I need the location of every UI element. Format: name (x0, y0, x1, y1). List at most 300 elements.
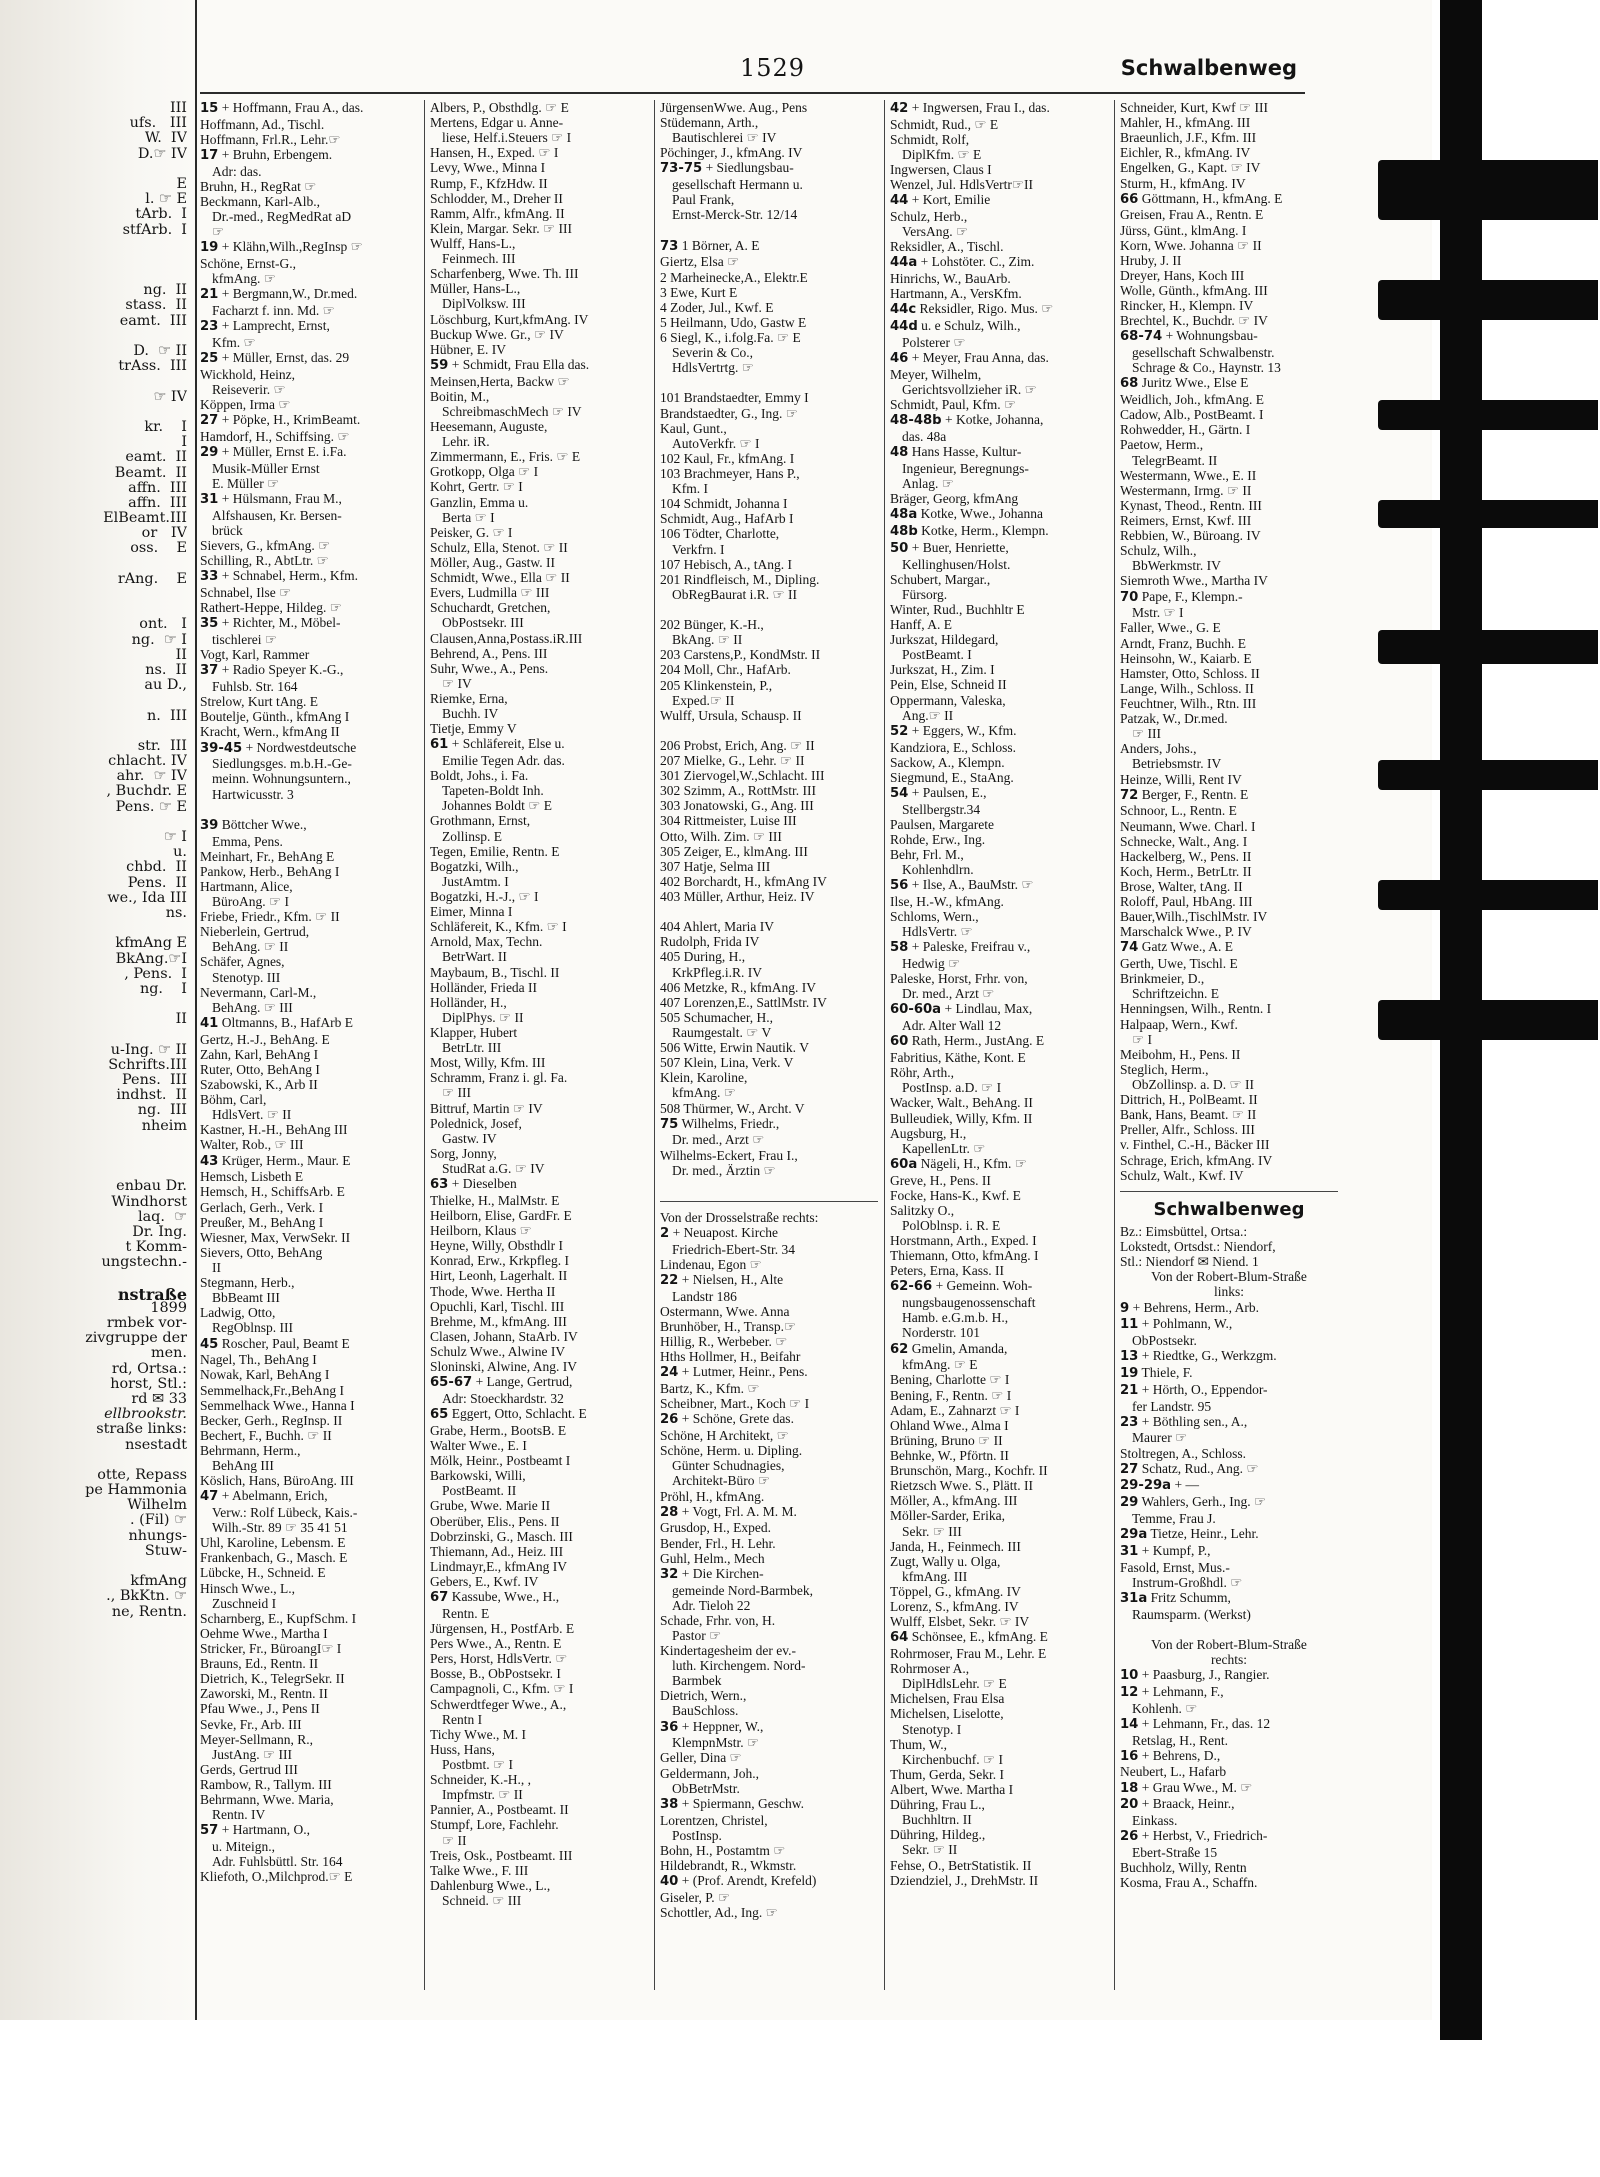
entry-text: Thum, Gerda, Sekr. I (890, 1766, 1004, 1782)
house-number: 12 (1120, 1684, 1139, 1700)
house-number-entry (1120, 191, 1338, 208)
directory-entry (200, 985, 418, 1000)
entry-text: Schriftzeichn. E (1132, 986, 1219, 1002)
column-divider (884, 100, 885, 1990)
entry-text: 3 Ewe, Kurt E (660, 284, 738, 300)
entry-text: + Böthling sen., A., (1141, 1413, 1248, 1429)
house-number: 60 (890, 1034, 909, 1050)
directory-entry (1120, 422, 1338, 437)
directory-entry (1120, 468, 1338, 483)
directory-entry (660, 451, 878, 466)
directory-entry (890, 1357, 1108, 1372)
directory-entry (660, 1750, 878, 1765)
entry-text: liese, Helf.i.Steuers ☞ I (442, 130, 572, 146)
directory-entry (890, 1233, 1108, 1248)
entry-text: Alfshausen, Kr. Bersen- (212, 507, 342, 523)
entry-text: Kotke, Wwe., Johanna (920, 506, 1043, 522)
directory-entry (660, 1766, 878, 1781)
entry-text: Stricker, Fr., BüroangI☞ I (200, 1641, 342, 1657)
gutter-line: u-Ing. ☞ II (110, 1041, 187, 1057)
entry-text: 507 Klein, Lina, Verk. V (660, 1055, 794, 1071)
entry-text: Hillig, R., Werbeber. ☞ (660, 1334, 788, 1350)
entry-text: ☞ I (1132, 1031, 1152, 1047)
entry-text: Wacker, Walt., BehAng. II (890, 1095, 1033, 1111)
house-number: 23 (1120, 1414, 1139, 1430)
directory-entry (200, 1398, 418, 1413)
house-number: 21 (200, 287, 219, 303)
directory-entry (430, 1453, 648, 1468)
directory-entry (660, 496, 878, 511)
entry-text: Schmidt, Rolf, (890, 131, 970, 147)
directory-entry (200, 461, 418, 476)
directory-entry (1120, 1017, 1338, 1032)
entry-text: Buchhltrn. II (902, 1812, 972, 1828)
directory-entry (430, 874, 648, 889)
entry-text: Buchh. IV (442, 706, 499, 722)
house-number: 60-60a (890, 1002, 942, 1018)
directory-entry (200, 1626, 418, 1641)
directory-entry (1120, 1845, 1338, 1860)
directory-entry (660, 1304, 878, 1319)
directory-entry (1120, 803, 1338, 818)
house-number: 29 (1120, 1495, 1139, 1511)
entry-text: Schrage, Erich, kfmAng. IV (1120, 1152, 1273, 1168)
entry-text: Bulleudiek, Willy, Kfm. II (890, 1110, 1033, 1126)
entry-text: Schulz, Walt., Kwf. IV (1120, 1167, 1244, 1183)
entry-text: luth. Kirchengem. Nord- (672, 1658, 806, 1674)
directory-entry (430, 389, 648, 404)
directory-entry (1120, 283, 1338, 298)
directory-entry (430, 1040, 648, 1055)
entry-text: Behrmann, Wwe. Maria, (200, 1792, 334, 1808)
entry-text: JustAmtm. I (442, 873, 509, 889)
gutter-line (12, 404, 187, 419)
entry-text: Grotkopp, Olga ☞ I (430, 464, 539, 480)
entry-text: Sturm, H., kfmAng. IV (1120, 175, 1246, 191)
entry-text: 103 Brachmeyer, Hans P., (660, 465, 800, 481)
house-number-entry (660, 1796, 878, 1813)
directory-entry (200, 679, 418, 694)
directory-entry (890, 1767, 1108, 1782)
entry-text: + Bergmann,W., Dr.med. (221, 286, 358, 302)
gutter-line: indhst. II (116, 1087, 187, 1103)
directory-entry (430, 691, 648, 706)
directory-entry (660, 1085, 878, 1100)
house-number: 60a (890, 1156, 918, 1172)
entry-text: Zaworski, M., Rentn. II (200, 1686, 328, 1702)
entry-text: Winter, Rud., Buchhltr E (890, 601, 1025, 617)
entry-text: Sloninski, Alwine, Ang. IV (430, 1359, 578, 1375)
directory-entry (430, 1010, 648, 1025)
directory-entry (660, 647, 878, 662)
directory-entry (660, 783, 878, 798)
entry-text: Arndt, Franz, Buchh. E (1120, 635, 1246, 651)
directory-entry (660, 360, 878, 375)
directory-entry (1120, 253, 1338, 268)
directory-entry (890, 132, 1108, 147)
entry-text: Holländer, Frieda II (430, 979, 538, 995)
entry-text: Korn, Wwe. Johanna ☞ II (1120, 237, 1262, 253)
directory-entry (890, 1418, 1108, 1433)
house-number-entry (1120, 787, 1338, 804)
directory-entry (430, 100, 648, 115)
entry-text: links: (1213, 1284, 1244, 1300)
entry-text: Pers, Horst, HdlsVertr. ☞ (430, 1651, 568, 1667)
entry-text: Bartz, K., Kfm. ☞ (660, 1381, 760, 1397)
directory-entry (660, 693, 878, 708)
entry-text: Sevke, Fr., Arb. III (200, 1716, 302, 1732)
directory-entry (890, 1797, 1108, 1812)
entry-text: Klein, Karoline, (660, 1070, 748, 1086)
directory-entry (200, 538, 418, 553)
entry-text: Behr, Frl. M., (890, 846, 964, 862)
directory-entry (1120, 1107, 1338, 1122)
directory-entry (660, 829, 878, 844)
entry-text: Geller, Dina ☞ (660, 1750, 742, 1766)
entry-text: 305 Zeiger, E., klmAng. III (660, 843, 808, 859)
directory-entry (200, 1137, 418, 1152)
directory-entry (1120, 1622, 1338, 1637)
directory-entry (1120, 636, 1338, 651)
entry-text: Stumpf, Lore, Fachlehr. (430, 1817, 559, 1833)
house-number: 43 (200, 1153, 219, 1169)
entry-text: + Lohstöter. C., Zim. (920, 254, 1035, 270)
entry-text: Ebert-Straße 15 (1132, 1844, 1218, 1860)
house-number-entry (200, 1488, 418, 1505)
directory-entry (890, 1646, 1108, 1661)
directory-entry (1120, 437, 1338, 452)
house-number: 74 (1120, 940, 1139, 956)
gutter-line: , Buchdr. E (106, 783, 187, 799)
house-number-entry (430, 1374, 648, 1391)
gutter-line: horst, Stl.: (110, 1375, 187, 1391)
entry-text: Bechert, F., Buchh. ☞ II (200, 1427, 332, 1443)
directory-entry (890, 286, 1108, 301)
directory-entry (430, 1848, 648, 1863)
directory-entry (1120, 756, 1338, 771)
entry-text: Dühring, Frau L., (890, 1797, 985, 1813)
directory-entry (890, 1141, 1108, 1156)
directory-entry (200, 1473, 418, 1488)
directory-entry (890, 956, 1108, 971)
entry-text: Bening, Charlotte ☞ I (890, 1372, 1010, 1388)
directory-entry (1120, 1860, 1338, 1875)
entry-text: Mölk, Heinr., Postbeamt I (430, 1453, 571, 1469)
directory-entry (200, 1686, 418, 1701)
directory-entry (430, 1223, 648, 1238)
directory-entry (660, 1843, 878, 1858)
gutter-line: ng. ☞ I (131, 631, 187, 647)
directory-entry (1120, 145, 1338, 160)
entry-text: ☞ IV (442, 675, 472, 691)
entry-text: Schmidt, Paul, Kfm. ☞ (890, 397, 1017, 413)
entry-text: 301 Ziervogel,W.,Schlacht. III (660, 768, 825, 784)
directory-entry (660, 436, 878, 451)
directory-entry (1120, 666, 1338, 681)
entry-text: + Kotke, Johanna, (945, 412, 1044, 428)
directory-entry (1120, 543, 1338, 558)
entry-text: Kirchenbuchf. ☞ I (902, 1751, 1003, 1767)
directory-entry (1120, 971, 1338, 986)
directory-entry (1120, 849, 1338, 864)
entry-text: das. 48a (902, 429, 947, 444)
entry-text: Kynast, Theod., Rentn. III (1120, 497, 1262, 513)
entry-text: + Ingwersen, Frau I., das. (911, 100, 1050, 115)
directory-entry (890, 1599, 1108, 1614)
entry-text: Michelsen, Frau Elsa (890, 1691, 1005, 1707)
entry-text: PostBeamt. II (442, 1483, 517, 1499)
directory-entry (430, 191, 648, 206)
directory-entry (200, 924, 418, 939)
gutter-line: or IV (141, 525, 187, 541)
directory-entry (430, 1574, 648, 1589)
house-number: 24 (660, 1365, 679, 1381)
entry-text: Emma, Pens. (212, 833, 283, 849)
directory-entry (660, 844, 878, 859)
directory-entry (200, 1305, 418, 1320)
directory-entry (200, 1260, 418, 1275)
entry-text: Grube, Wwe. Marie II (430, 1498, 551, 1514)
house-number-entry (660, 160, 878, 177)
directory-entry (1120, 1430, 1338, 1445)
entry-text: Heilborn, Klaus ☞ (430, 1223, 532, 1239)
directory-entry (890, 1827, 1108, 1842)
entry-text: Reiseverir. ☞ (212, 382, 286, 397)
directory-entry (660, 390, 878, 405)
directory-entry (200, 1367, 418, 1382)
directory-entry (200, 1000, 418, 1015)
directory-entry (1120, 1875, 1338, 1890)
entry-text: Rohde, Erw., Ing. (890, 831, 986, 847)
entry-text: + Eggers, W., Kfm. (911, 722, 1017, 738)
directory-entry (200, 1413, 418, 1428)
directory-entry (430, 980, 648, 995)
directory-entry (890, 817, 1108, 832)
directory-entry (430, 646, 648, 661)
directory-entry (890, 1433, 1108, 1448)
house-number: 29 (200, 445, 219, 461)
house-number-entry (660, 1566, 878, 1583)
page-number: 1529 (740, 54, 806, 82)
directory-entry (430, 1757, 648, 1772)
directory-entry (660, 919, 878, 934)
entry-text: Kliefoth, O.,Milchprod.☞ E (200, 1869, 353, 1885)
directory-entry (660, 1536, 878, 1551)
directory-entry (430, 661, 648, 676)
entry-text: Klein, Margar. Sekr. ☞ III (430, 220, 572, 236)
entry-text: Tietje, Emmy V (430, 721, 517, 737)
directory-entry (660, 1735, 878, 1750)
entry-text: Hamster, Otto, Schloss. II (1120, 665, 1260, 681)
entry-text: Barkowski, Willi, (430, 1468, 526, 1484)
entry-text: Behrend, A., Pens. III (430, 645, 548, 661)
directory-entry (660, 145, 878, 160)
entry-text: Temme, Frau J. (1132, 1510, 1216, 1526)
entry-text: Von der Robert-Blum-Straße (1151, 1636, 1307, 1652)
entry-text: Thielke, H., MalMstr. E (430, 1192, 560, 1208)
entry-text: 5 Heilmann, Udo, Gastw E (660, 314, 807, 330)
house-number: 44c (890, 302, 917, 318)
house-number-entry (1120, 1461, 1338, 1478)
directory-entry (430, 1438, 648, 1453)
house-number-entry (1120, 1543, 1338, 1560)
gutter-line: affn. III (128, 479, 187, 495)
directory-entry (1120, 115, 1338, 130)
directory-entry (200, 1107, 418, 1122)
entry-text: Schöne, Herm. u. Dipling. (660, 1443, 803, 1459)
directory-entry (660, 406, 878, 421)
entry-text: Giseler, P. ☞ (660, 1889, 731, 1905)
entry-text: Schneider, K.-H., , (430, 1772, 532, 1788)
directory-entry (660, 115, 878, 130)
entry-text: Westermann, Irmg. ☞ II (1120, 482, 1252, 498)
entry-text: Kosma, Frau A., Schaffn. (1120, 1875, 1258, 1891)
entry-text: Bohn, H., Postamtm ☞ (660, 1842, 786, 1858)
directory-entry (890, 1873, 1108, 1888)
directory-entry (890, 740, 1108, 755)
directory-entry (660, 1025, 878, 1040)
gutter-line: stass. II (125, 297, 187, 313)
directory-entry (890, 1706, 1108, 1721)
gutter-line (12, 723, 187, 738)
directory-entry (200, 1550, 418, 1565)
directory-entry (430, 1727, 648, 1742)
entry-text: Von der Robert-Blum-Straße (1151, 1269, 1307, 1285)
directory-entry (1120, 1560, 1338, 1575)
house-number: 39 (200, 817, 219, 833)
directory-entry (430, 1817, 648, 1832)
entry-text: Schottler, Ad., Ing. ☞ (660, 1904, 778, 1920)
house-number: 36 (660, 1719, 679, 1735)
entry-text: Lübcke, H., Schneid. E (200, 1565, 326, 1581)
entry-text: Böhm, Carl, (200, 1092, 267, 1108)
gutter-line: eamt. II (125, 449, 187, 465)
directory-entry (430, 783, 648, 798)
entry-text: Rath, Herm., JustAng. E (911, 1033, 1045, 1049)
house-number: 57 (200, 1823, 219, 1839)
directory-entry (1120, 313, 1338, 328)
directory-entry (890, 1614, 1108, 1629)
directory-entry (660, 466, 878, 481)
entry-text: PostInsp. (672, 1827, 722, 1843)
directory-entry (890, 1722, 1108, 1737)
entry-text: Paleske, Horst, Frhr. von, (890, 971, 1028, 987)
entry-text: 506 Witte, Erwin Nautik. V (660, 1040, 809, 1056)
entry-text: Ingenieur, Beregnungs- (902, 460, 1029, 476)
entry-text: 404 Ahlert, Maria IV (660, 919, 774, 935)
directory-entry (1120, 1239, 1338, 1254)
directory-entry (890, 708, 1108, 723)
entry-text: + Lehmann, Fr., das. 12 (1141, 1715, 1271, 1731)
entry-text: 402 Borchardt, H., kfmAng IV (660, 873, 827, 889)
entry-text: ☞ (212, 224, 225, 240)
house-number-entry (200, 444, 418, 461)
house-number-entry (660, 1272, 878, 1289)
directory-entry (660, 285, 878, 300)
entry-text: Löschburg, Kurt,kfmAng. IV (430, 311, 589, 327)
gutter-line: nsestadt (125, 1436, 187, 1452)
entry-text: Schwerdtfeger Wwe., A., (430, 1696, 567, 1712)
directory-entry (430, 1314, 648, 1329)
entry-text: Wilhelms, Friedr., (681, 1115, 780, 1131)
house-number: 39-45 (200, 740, 243, 756)
directory-entry (200, 970, 418, 985)
gutter-line: rAng. E (117, 570, 187, 586)
directory-entry (1120, 834, 1338, 849)
house-number: 18 (1120, 1780, 1139, 1796)
directory-column-3 (660, 100, 878, 2000)
gutter-line: Pens. III (122, 1072, 187, 1088)
directory-entry (200, 1807, 418, 1822)
entry-text: Evers, Ludmilla ☞ III (430, 585, 550, 601)
entry-text: Eimer, Minna I (430, 904, 513, 920)
entry-text: Pein, Else, Schneid II (890, 677, 1007, 693)
entry-text: Thum, W., (890, 1736, 948, 1752)
directory-entry (660, 723, 878, 738)
directory-entry (430, 327, 648, 342)
directory-entry (660, 1583, 878, 1598)
entry-text: gemeinde Nord-Barmbek, (672, 1582, 813, 1598)
entry-text: Geldermann, Joh., (660, 1765, 759, 1781)
entry-text: Halpaap, Wern., Kwf. (1120, 1016, 1238, 1032)
directory-entry (1120, 298, 1338, 313)
directory-entry (660, 678, 878, 693)
entry-text: 2 Marheinecke,A., Elektr.E (660, 269, 808, 285)
entry-text: Dr. med., Arzt ☞ (902, 986, 995, 1002)
directory-entry (200, 1169, 418, 1184)
house-number: 68-74 (1120, 329, 1163, 345)
house-number: 61 (430, 737, 449, 753)
directory-entry (660, 421, 878, 436)
entry-text: + Siedlungsbau- (705, 160, 794, 176)
directory-entry (1120, 1575, 1338, 1590)
entry-text: BbBeamt III (212, 1290, 280, 1306)
directory-entry (1120, 1813, 1338, 1828)
house-number: 25 (200, 351, 219, 367)
entry-text: AutoVerkfr. ☞ I (672, 435, 760, 451)
gutter-line: straße links: (96, 1421, 187, 1437)
entry-text: Braeunlich, J.F., Kfm. III (1120, 130, 1257, 146)
entry-text: E. Müller ☞ (212, 476, 280, 491)
directory-entry (1120, 407, 1338, 422)
directory-entry (660, 1132, 878, 1147)
directory-entry (200, 1656, 418, 1671)
directory-entry (430, 374, 648, 389)
entry-text: Gerds, Gertrud III (200, 1761, 298, 1777)
entry-text: Pannier, A., Postbeamt. II (430, 1802, 569, 1818)
directory-entry (430, 1238, 648, 1253)
entry-text: Dr. med., Arzt ☞ (672, 1132, 765, 1148)
house-number: 27 (200, 413, 219, 429)
entry-text: Berger, F., Rentn. E (1141, 786, 1249, 802)
directory-entry (660, 1163, 878, 1178)
entry-text: Hartmann, A., VersKfm. (890, 286, 1022, 302)
directory-entry (660, 526, 878, 541)
entry-text: Einkass. (1132, 1813, 1178, 1829)
directory-entry (200, 1290, 418, 1305)
directory-entry (660, 1040, 878, 1055)
entry-text: Rohrmoser A., (890, 1661, 970, 1677)
directory-entry (200, 585, 418, 600)
entry-text: Dietrich, Wern., (660, 1688, 747, 1704)
directory-entry (1120, 1001, 1338, 1016)
house-number: 10 (1120, 1668, 1139, 1684)
house-number: 75 (660, 1116, 679, 1132)
gutter-line: enbau Dr. (116, 1178, 187, 1194)
gutter-line (12, 252, 187, 267)
house-number-entry (200, 1153, 418, 1170)
house-number: 37 (200, 663, 219, 679)
